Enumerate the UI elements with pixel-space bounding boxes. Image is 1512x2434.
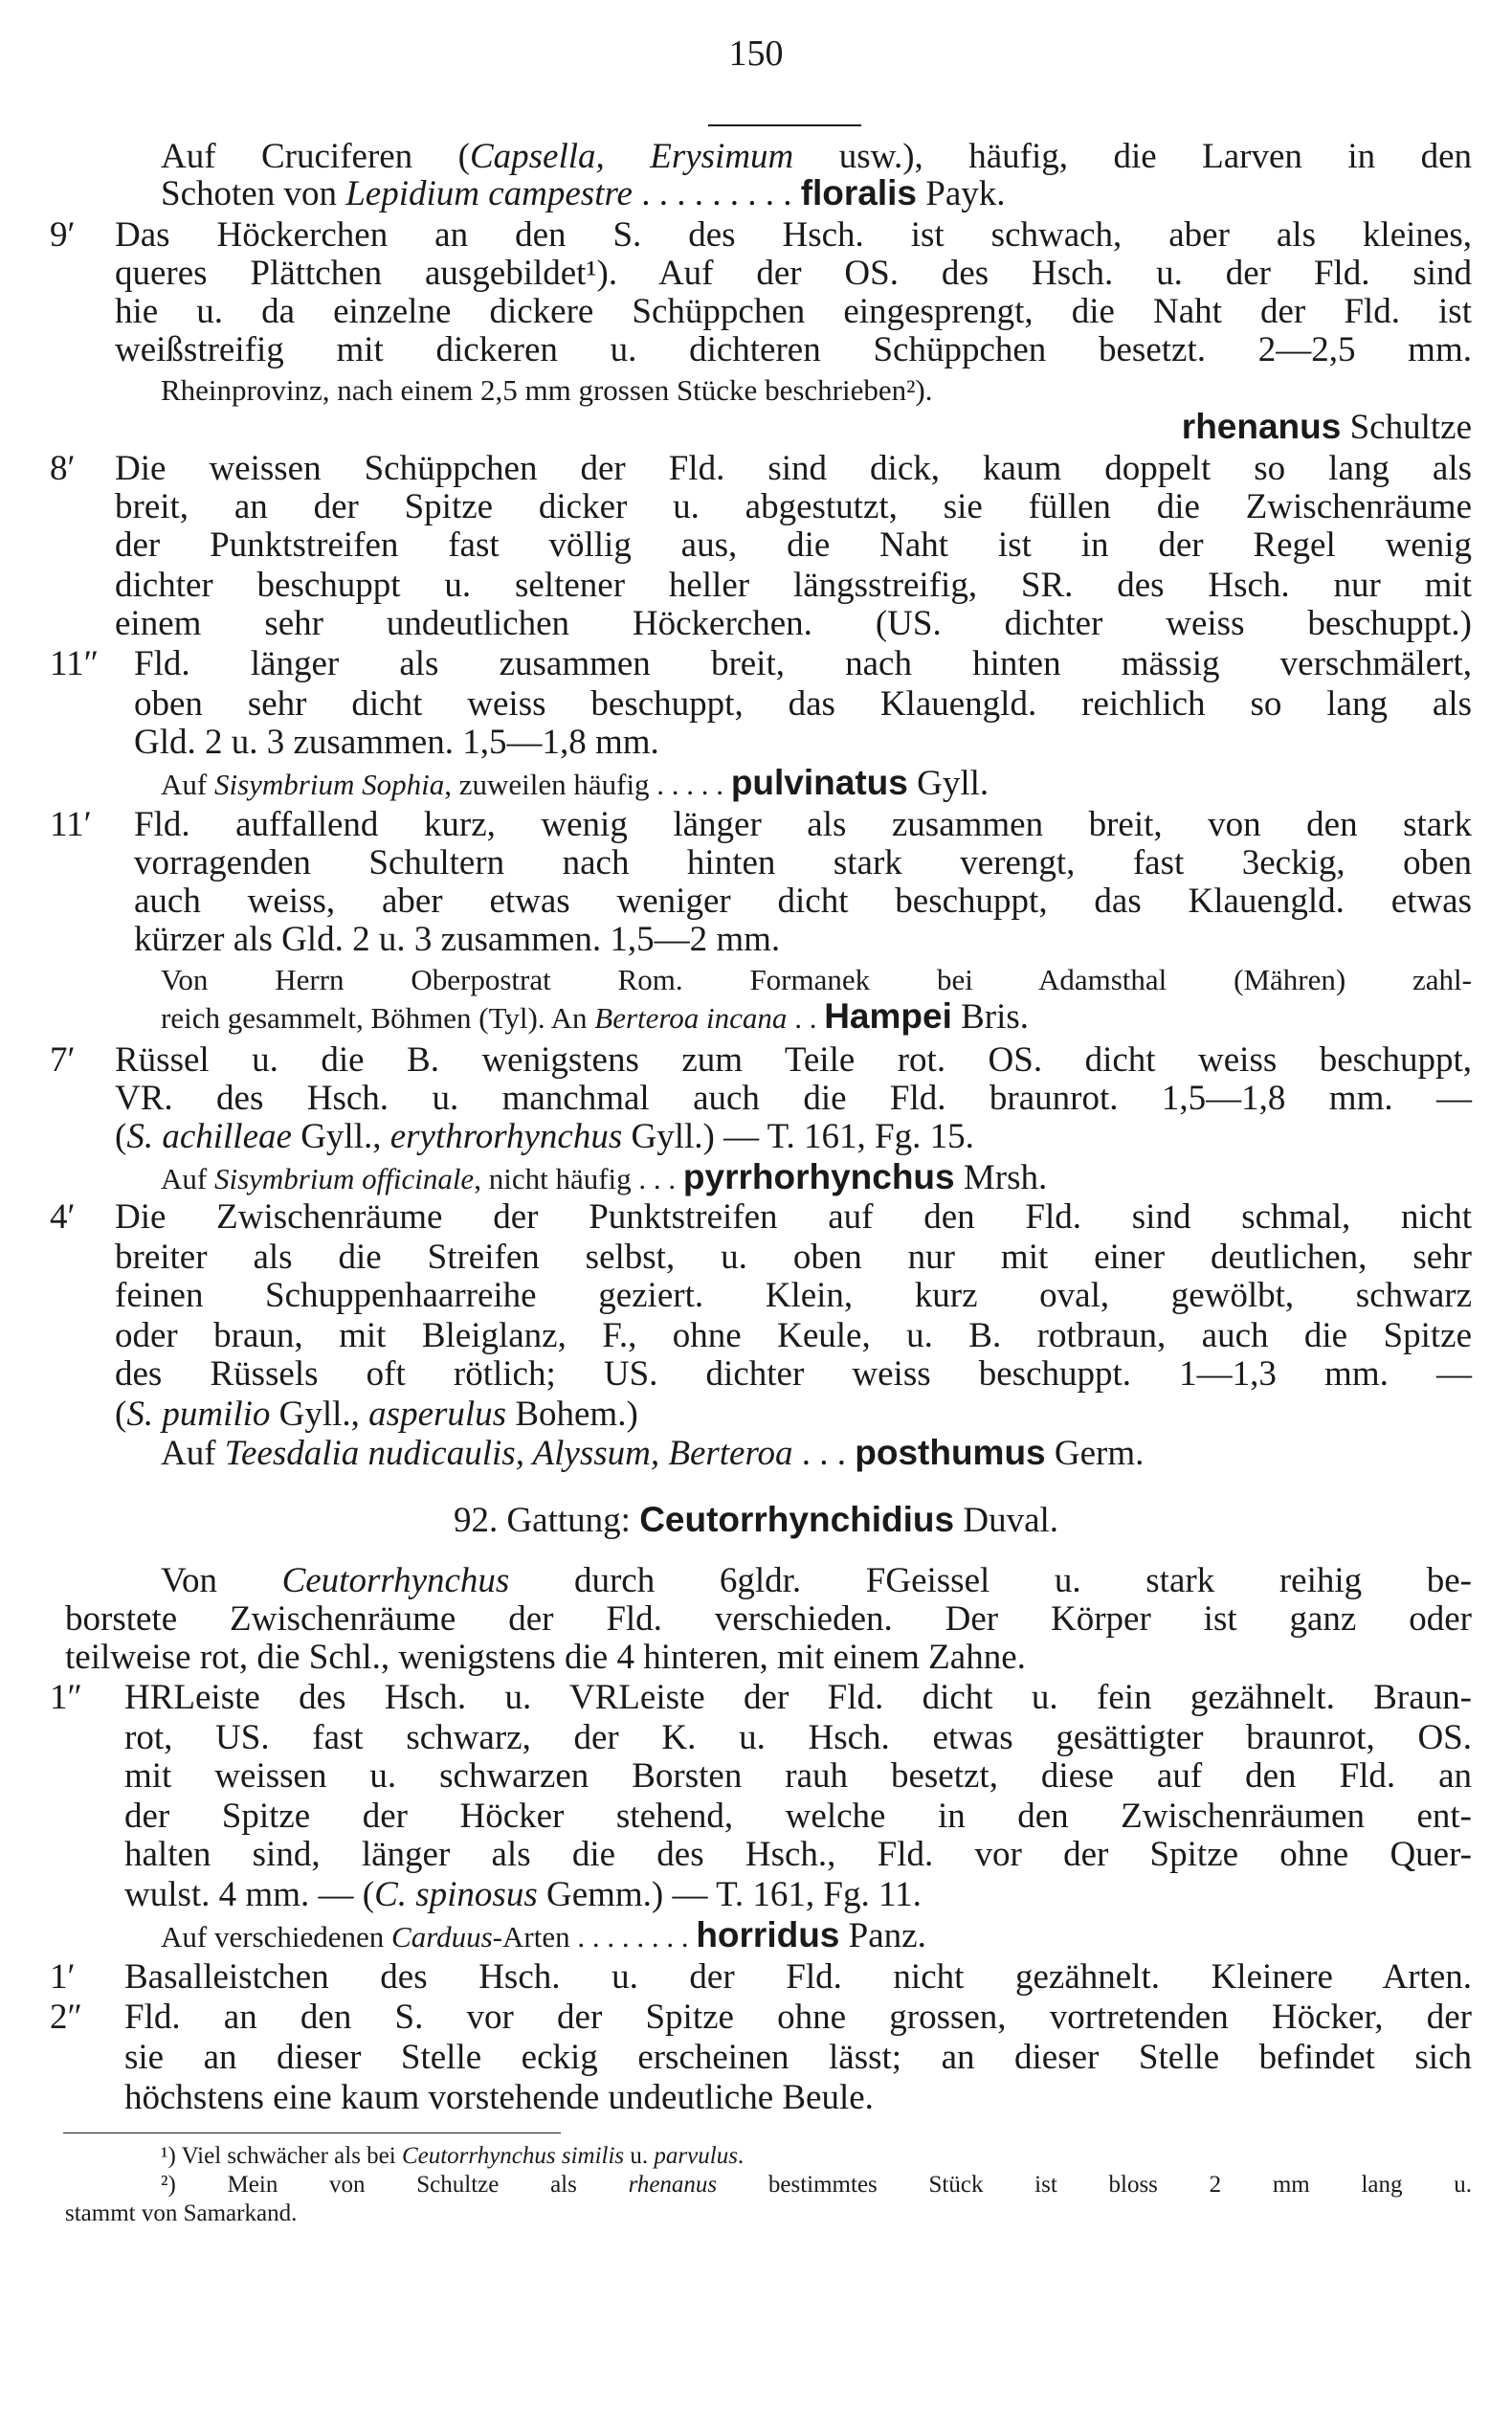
text-run: rot, US. fast schwarz, der K. u. Hsch. etwas gesättigter braunrot, OS. xyxy=(124,1718,1472,1757)
text-run: Bohem.) xyxy=(506,1395,638,1434)
text-run: . xyxy=(737,2143,745,2169)
text-run: , zuweilen häufig . . . . . xyxy=(444,768,731,801)
text-line xyxy=(115,1353,1472,1396)
text-run: Gyll., xyxy=(291,1117,390,1156)
key-couplet-number: 9′ xyxy=(50,215,76,255)
text-run: feinen Schuppenhaarreihe geziert. Klein, kurz oval, gewölbt, schwarz xyxy=(115,1276,1472,1315)
text-run: S. pumilio xyxy=(126,1395,271,1434)
text-run: Ceutorrhynchus xyxy=(281,1561,510,1600)
page-number-rule xyxy=(708,124,861,126)
text-line xyxy=(134,881,1472,923)
text-run: der Punktstreifen fast völlig aus, die Naht ist in der Regel wenig xyxy=(115,525,1472,565)
text-run: ¹) Viel schwächer als bei xyxy=(161,2143,402,2169)
text-run: 92. Gattung: xyxy=(453,1501,640,1540)
text-run: HRLeiste des Hsch. u. VRLeiste der Fld. dicht u. fein gezähnelt. Braun- xyxy=(124,1678,1472,1717)
footnote-line xyxy=(161,2142,1213,2171)
text-run: rhenanus xyxy=(628,2172,718,2198)
text-run: S. achilleae xyxy=(126,1117,292,1156)
key-couplet-number: 8′ xyxy=(50,449,76,488)
text-run: VR. des Hsch. u. manchmal auch die Fld. braunrot. 1,5—1,8 mm. — xyxy=(115,1079,1472,1118)
text-line xyxy=(161,172,1472,215)
text-line xyxy=(124,2077,1177,2119)
text-line xyxy=(65,1637,1026,1679)
text-run: Fld. auffallend kurz, wenig länger als zusammen breit, von den stark xyxy=(134,805,1472,844)
text-run: reich gesammelt, Böhmen (Tyl). An xyxy=(161,1001,595,1035)
text-line xyxy=(124,1956,1472,1999)
species-name: pulvinatus xyxy=(730,763,908,802)
text-run: breiter als die Streifen selbst, u. oben nur mit einer deutlichen, sehr xyxy=(115,1238,1472,1277)
text-run: . . . . . . . . . xyxy=(632,174,801,213)
text-line xyxy=(124,2037,1472,2079)
text-line xyxy=(161,762,1472,806)
text-run: Das Höckerchen an den S. des Hsch. ist schwach, aber als kleines, xyxy=(115,215,1472,255)
text-run: Schultze xyxy=(1341,408,1472,447)
species-name: pyrrhorhynchus xyxy=(682,1157,955,1196)
text-run: . . . xyxy=(792,1434,856,1473)
text-line xyxy=(134,919,1091,961)
text-run: mit weissen u. schwarzen Borsten rauh besetzt, diese auf den Fld. an xyxy=(124,1756,1472,1796)
text-run: erythrorhynchus xyxy=(389,1117,623,1156)
text-line xyxy=(161,1432,1472,1475)
species-name: horridus xyxy=(696,1915,840,1954)
text-run: Gemm.) — T. 161, Fg. 11. xyxy=(537,1875,922,1914)
text-line xyxy=(115,291,1472,333)
text-line xyxy=(115,214,1472,257)
text-run: Bris. xyxy=(951,997,1030,1037)
text-run: , nicht häufig . . . xyxy=(474,1162,683,1195)
text-line xyxy=(134,722,1091,764)
text-line xyxy=(134,804,1472,846)
text-run: einem sehr undeutlichen Höckerchen. (US. dichter weiss beschuppt.) xyxy=(115,604,1472,643)
text-line xyxy=(115,1078,1472,1120)
text-run: -Arten . . . . . . . . xyxy=(492,1920,697,1954)
text-line xyxy=(115,603,1472,645)
text-run: Ceutorrhynchus similis xyxy=(401,2143,625,2169)
text-run: ( xyxy=(115,1117,127,1156)
text-line xyxy=(115,525,1472,567)
species-name: posthumus xyxy=(855,1433,1046,1472)
text-run: durch 6gldr. FGeissel u. stark reihig be- xyxy=(509,1561,1472,1600)
text-line xyxy=(134,643,1472,685)
text-line xyxy=(115,1394,1072,1436)
key-couplet-number: 4′ xyxy=(50,1197,76,1237)
text-run: Sisymbrium officinale xyxy=(213,1162,475,1195)
text-line xyxy=(65,1598,1472,1641)
text-run: oben sehr dicht weiss beschuppt, das Klauengld. reichlich so lang als xyxy=(134,684,1472,724)
text-run: halten sind, länger als die des Hsch., Fld. vor der Spitze ohne Quer- xyxy=(124,1835,1472,1874)
text-line xyxy=(124,1717,1472,1759)
text-run: Gyll. xyxy=(907,764,989,803)
text-run: Carduus xyxy=(391,1920,493,1954)
text-run: Rheinprovinz, nach einem 2,5 mm grossen Stücke beschrieben²). xyxy=(161,373,933,407)
text-run: Teesdalia nudicaulis, Alyssum, Berteroa xyxy=(224,1434,793,1473)
text-run: borstete Zwischenräume der Fld. verschieden. Der Körper ist ganz oder xyxy=(65,1599,1472,1639)
text-line xyxy=(124,1755,1472,1798)
footnote-line xyxy=(161,2171,1472,2200)
text-line xyxy=(0,1499,1512,1542)
text-run: Die Zwischenräume der Punktstreifen auf den Fld. sind schmal, nicht xyxy=(115,1197,1472,1237)
text-run: wulst. 4 mm. — ( xyxy=(124,1875,375,1914)
text-run: Berteroa incana xyxy=(594,1001,788,1035)
text-line xyxy=(115,1196,1472,1239)
text-run: stammt von Samarkand. xyxy=(65,2200,298,2226)
text-run: Auf verschiedenen xyxy=(161,1920,392,1954)
text-line xyxy=(115,565,1472,607)
text-line xyxy=(161,995,1472,1039)
text-run: . . xyxy=(787,1001,825,1035)
text-run: dichter beschuppt u. seltener heller längsstreifig, SR. des Hsch. nur mit xyxy=(115,566,1472,605)
text-run: Auf xyxy=(161,1162,214,1195)
text-line xyxy=(161,1156,1472,1200)
text-line xyxy=(115,1237,1472,1279)
text-run: Von xyxy=(161,1561,282,1600)
text-run: ( xyxy=(115,1395,127,1434)
key-couplet-number: 2″ xyxy=(50,1998,82,2037)
text-run: ²) Mein von Schultze als xyxy=(161,2172,629,2198)
text-run: Schoten von xyxy=(161,174,346,213)
text-run: höchstens eine kaum vorstehende undeutliche Beule. xyxy=(124,2078,874,2117)
text-line xyxy=(161,1560,1472,1602)
species-name: floralis xyxy=(800,173,918,212)
genus-name: Ceutorrhynchidius xyxy=(639,1500,955,1539)
text-run: Rüssel u. die B. wenigstens zum Teile rot. OS. dicht weiss beschuppt, xyxy=(115,1040,1472,1080)
text-run: parvulus xyxy=(654,2143,738,2169)
text-run: Germ. xyxy=(1045,1434,1145,1473)
text-run: Auf xyxy=(161,768,214,801)
text-run: Von Herrn Oberpostrat Rom. Formanek bei Adamsthal (Mähren) zahl- xyxy=(161,963,1472,996)
text-run: Auf xyxy=(161,1434,225,1473)
text-line xyxy=(115,329,1472,371)
text-line xyxy=(115,1039,1472,1082)
text-run: Duval. xyxy=(954,1501,1059,1540)
text-run: Die weissen Schüppchen der Fld. sind dick, kaum doppelt so lang als xyxy=(115,449,1472,488)
text-run: C. spinosus xyxy=(374,1875,538,1914)
key-couplet-number: 1′ xyxy=(50,1957,76,1997)
text-run: Gyll.) — T. 161, Fg. 15. xyxy=(622,1117,974,1156)
species-name: Hampei xyxy=(824,996,952,1036)
text-run: Payk. xyxy=(917,174,1006,213)
text-line xyxy=(115,486,1472,528)
text-line xyxy=(124,1834,1472,1876)
text-run: bestimmtes Stück ist bloss 2 mm lang u. xyxy=(717,2172,1472,2198)
text-run: hie u. da einzelne dickere Schüppchen eingesprengt, die Naht der Fld. ist xyxy=(115,292,1472,331)
text-run: Auf Cruciferen ( xyxy=(161,137,470,176)
text-run: kürzer als Gld. 2 u. 3 zusammen. 1,5—2 mm. xyxy=(134,920,781,959)
text-run: Mrsh. xyxy=(954,1158,1048,1197)
text-run: breit, an der Spitze dicker u. abgestutzt, sie füllen die Zwischenräume xyxy=(115,487,1472,526)
key-couplet-number: 11′ xyxy=(50,805,92,844)
text-run: Gld. 2 u. 3 zusammen. 1,5—1,8 mm. xyxy=(134,723,659,762)
text-line xyxy=(115,448,1472,490)
key-couplet-number: 1″ xyxy=(50,1678,82,1717)
text-run: u. xyxy=(624,2143,655,2169)
text-line xyxy=(124,1997,1472,2039)
text-run: teilweise rot, die Schl., wenigstens die 4 hinteren, mit einem Zahne. xyxy=(65,1638,1026,1677)
text-line xyxy=(161,1914,1472,1958)
text-run: Sisymbrium Sophia xyxy=(213,768,445,801)
key-couplet-number: 7′ xyxy=(50,1040,76,1080)
text-line xyxy=(161,406,1472,449)
text-run: queres Plättchen ausgebildet¹). Auf der OS. des Hsch. u. der Fld. sind xyxy=(115,254,1472,293)
text-line xyxy=(115,1275,1472,1317)
text-line xyxy=(134,842,1472,884)
text-run: Capsella, Erysimum xyxy=(469,137,794,176)
text-line xyxy=(124,1677,1472,1719)
text-run: des Rüssels oft rötlich; US. dichter weiss beschuppt. 1—1,3 mm. — xyxy=(115,1354,1472,1394)
text-line xyxy=(115,1116,1263,1158)
key-couplet-number: 11″ xyxy=(50,644,100,683)
footnote-line xyxy=(65,2200,831,2228)
text-line xyxy=(134,683,1472,726)
text-run: weißstreifig mit dickeren u. dichteren Schüppchen besetzt. 2—2,5 mm. xyxy=(115,330,1472,369)
text-run: vorragenden Schultern nach hinten stark verengt, fast 3eckig, oben xyxy=(134,843,1472,882)
text-line xyxy=(124,1796,1472,1838)
text-run: Fld. länger als zusammen breit, nach hinten mässig verschmälert, xyxy=(134,644,1472,683)
text-run: Fld. an den S. vor der Spitze ohne grossen, vortretenden Höcker, der xyxy=(124,1998,1472,2037)
species-name: rhenanus xyxy=(1181,407,1342,446)
text-run: Basalleistchen des Hsch. u. der Fld. nicht gezähnelt. Kleinere Arten. xyxy=(124,1957,1472,1997)
text-run: der Spitze der Höcker stehend, welche in den Zwischenräumen ent- xyxy=(124,1797,1472,1836)
text-run: auch weiss, aber etwas weniger dicht beschuppt, das Klauengld. etwas xyxy=(134,882,1472,921)
text-run: Gyll., xyxy=(270,1395,369,1434)
page-number: 150 xyxy=(728,33,784,74)
text-run: Panz. xyxy=(839,1916,926,1955)
text-run: asperulus xyxy=(368,1395,507,1434)
text-run: oder braun, mit Bleiglanz, F., ohne Keule, u. B. rotbraun, auch die Spitze xyxy=(115,1316,1472,1355)
text-run: sie an dieser Stelle eckig erscheinen lässt; an dieser Stelle befindet sich xyxy=(124,2038,1472,2077)
text-run: Lepidium campestre xyxy=(345,174,633,213)
text-line xyxy=(115,1315,1472,1357)
text-line xyxy=(115,253,1472,295)
text-run: usw.), häufig, die Larven in den xyxy=(793,137,1472,176)
text-line xyxy=(124,1874,1081,1916)
